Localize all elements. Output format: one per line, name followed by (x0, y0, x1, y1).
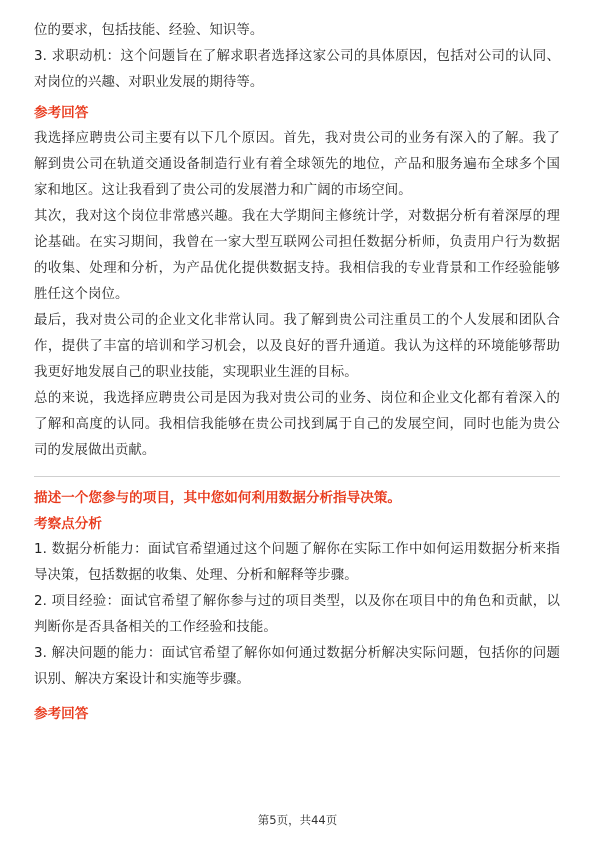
answer-paragraph-1: 我选择应聘贵公司主要有以下几个原因。首先，我对贵公司的业务有深入的了解。我了解到贵公司在轨道交通设备制造行业有着全球领先的地位，产品和服务遍布全球多个国家和地区。这让我看到了贵公司的发展潜力和广阔的市场空间。 (34, 131, 560, 198)
analysis-item-1: 1. 数据分析能力：面试官希望通过这个问题了解你在实际工作中如何运用数据分析来指导决策，包括数据的收集、处理、分析和解释等步骤。 (34, 542, 560, 583)
page-number: 第5页，共44页 (257, 813, 338, 827)
answer-heading: 参考回答 (34, 105, 89, 121)
continued-text-line: 位的要求，包括技能、经验、知识等。 (34, 23, 264, 38)
motivation-item: 3. 求职动机：这个问题旨在了解求职者选择这家公司的具体原因，包括对公司的认同、对岗位的兴趣、对职业发展的期待等。 (34, 49, 560, 90)
analysis-item-2: 2. 项目经验：面试官希望了解你参与过的项目类型，以及你在项目中的角色和贡献，以判断你是否具备相关的工作经验和技能。 (34, 594, 560, 635)
analysis-heading: 考察点分析 (34, 516, 102, 532)
answer-paragraph-3: 最后，我对贵公司的企业文化非常认同。我了解到贵公司注重员工的个人发展和团队合作，提供了丰富的培训和学习机会，以及良好的晋升通道。我认为这样的环境能够帮助我更好地发展自己的职业技能，实现职业生涯的目标。 (34, 313, 560, 380)
answer-paragraph-4: 总的来说，我选择应聘贵公司是因为我对贵公司的业务、岗位和企业文化都有着深入的了解和高度的认同。我相信我能够在贵公司找到属于自己的发展空间，同时也能为贵公司的发展做出贡献。 (34, 391, 560, 458)
question-heading: 描述一个您参与的项目，其中您如何利用数据分析指导决策。 (34, 490, 402, 506)
section-divider (34, 476, 560, 477)
answer-paragraph-2: 其次，我对这个岗位非常感兴趣。我在大学期间主修统计学，对数据分析有着深厚的理论基础。在实习期间，我曾在一家大型互联网公司担任数据分析师，负责用户行为数据的收集、处理和分析，为产品优化提供数据支持。我相信我的专业背景和工作经验能够胜任这个岗位。 (34, 209, 560, 302)
analysis-item-3: 3. 解决问题的能力：面试官希望了解你如何通过数据分析解决实际问题，包括你的问题识别、解决方案设计和实施等步骤。 (34, 646, 560, 687)
answer-heading-2: 参考回答 (34, 706, 89, 722)
document-page (34, 18, 560, 727)
